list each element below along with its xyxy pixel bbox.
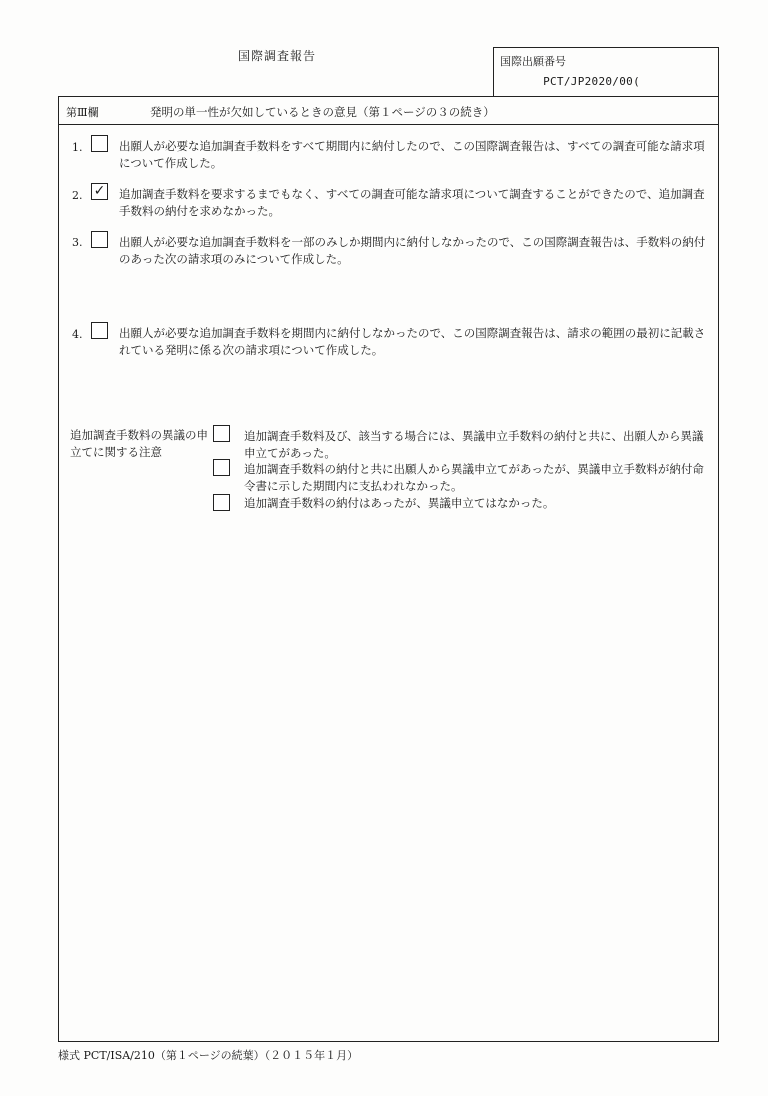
application-number-box (493, 47, 719, 97)
item-1-text: 出願人が必要な追加調査手数料をすべて期間内に納付したので、この国際調査報告は、すべての調査可能な請求項について作成した。 (119, 139, 705, 170)
item-1-number: 1. (72, 141, 83, 154)
protest-option-2-checkbox[interactable] (213, 459, 230, 476)
protest-option-3-checkbox[interactable] (213, 494, 230, 511)
item-2-number: 2. (72, 189, 83, 202)
item-3-number: 3. (72, 236, 83, 249)
item-4-checkbox[interactable] (91, 322, 108, 339)
application-number-value: PCT/JP2020/00( (543, 75, 640, 88)
item-1-checkbox[interactable] (91, 135, 108, 152)
protest-option-2-text: 追加調査手数料の納付と共に出願人から異議申立てがあったが、異議申立手数料が納付命令書に示した期間内に支払われなかった。 (244, 462, 704, 493)
item-3-text: 出願人が必要な追加調査手数料を一部のみしか期間内に納付しなかったので、この国際調査報告は、手数料の納付のあった次の請求項のみについて作成した。 (119, 235, 706, 266)
item-4-text: 出願人が必要な追加調査手数料を期間内に納付しなかったので、この国際調査報告は、請求の範囲の最初に記載されている発明に係る次の請求項について作成した。 (119, 326, 706, 357)
protest-option-1-text: 追加調査手数料及び、該当する場合には、異議申立手数料の納付と共に、出願人から異議申立てがあった。 (244, 429, 704, 460)
form-footer: 様式 PCT/ISA/210（第１ページの続葉）（２０１５年１月） (58, 1049, 359, 1062)
item-4-number: 4. (72, 328, 83, 341)
section-box-label: 第Ⅲ欄 (66, 106, 99, 119)
item-2-checkbox[interactable]: ✓ (91, 183, 108, 200)
protest-option-1-checkbox[interactable] (213, 425, 230, 442)
protest-label: 追加調査手数料の異議の申立てに関する注意 (70, 428, 208, 459)
header-divider (58, 124, 719, 125)
application-number-label: 国際出願番号 (500, 55, 566, 68)
item-3-checkbox[interactable] (91, 231, 108, 248)
item-2-text: 追加調査手数料を要求するまでもなく、すべての調査可能な請求項について調査することができたので、追加調査手数料の納付を求めなかった。 (119, 187, 705, 218)
report-title: 国際調査報告 (238, 49, 317, 63)
protest-option-3-text: 追加調査手数料の納付はあったが、異議申立てはなかった。 (244, 496, 555, 510)
section-title: 発明の単一性が欠如しているときの意見（第１ページの３の続き） (150, 105, 495, 119)
